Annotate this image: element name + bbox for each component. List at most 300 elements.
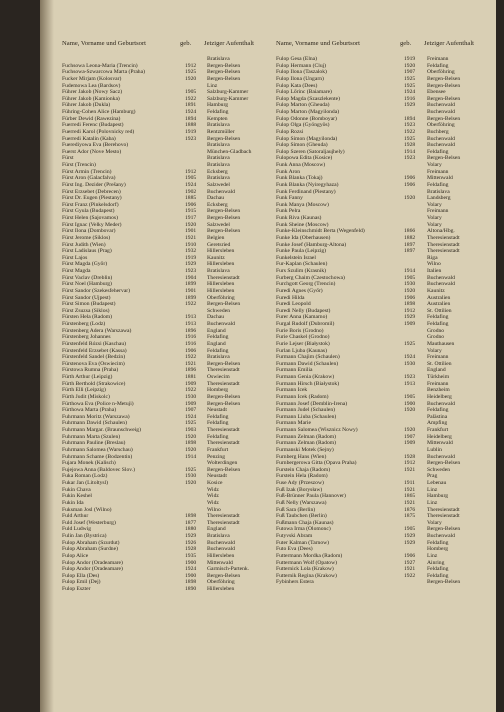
entry-location: England <box>207 327 226 334</box>
entry-location: Bergen-Belsen <box>207 393 241 400</box>
entry-name: Fujejowa Anna (Baldovec Slov.) <box>62 466 135 473</box>
entry-row <box>276 367 490 374</box>
entry-row <box>276 447 490 454</box>
entry-name: Fürst Zsuzsa (Siklos) <box>62 307 110 314</box>
entry-row <box>276 573 490 580</box>
entry-location: Feldafing <box>427 314 449 321</box>
entry-location: Theresienstadt <box>207 367 240 374</box>
entry-name: Fürstenfeld Erzsebet (Kassa) <box>62 347 127 354</box>
entry-location: Bergen-Belsen <box>207 572 241 579</box>
entry-location: Bratislava <box>427 188 450 195</box>
entry-name: Fürst Simon (Budapest) <box>62 301 116 308</box>
entry-location: Bratislava <box>207 175 230 182</box>
entry-row <box>62 301 270 308</box>
entry-name: Führer Jakob (Nowy Sacz) <box>62 89 123 96</box>
entry-birth-year: 1923 <box>185 135 197 142</box>
entry-name: Furedi Hilda <box>276 294 305 301</box>
entry-location: Feldafing <box>427 566 449 573</box>
entry-birth-year: 1923 <box>185 268 197 274</box>
entry-row <box>276 513 490 520</box>
entry-row <box>62 129 270 136</box>
entry-name: Fulop Simon (Gheuda) <box>276 142 328 149</box>
entry-name: Fürstenberg (Lodz) <box>62 321 106 327</box>
entry-name: Fuerst Ador (Nove Mesto) <box>62 148 122 155</box>
entry-birth-year: 1927 <box>404 559 416 566</box>
entry-location: Schweden <box>207 307 230 314</box>
entry-name: Fuse Ady (Przeszow) <box>276 480 324 486</box>
entry-birth-year: 1914 <box>185 453 197 460</box>
entry-name: Furmann Icek <box>276 387 308 394</box>
entry-location: Bergen-Belsen <box>207 69 241 76</box>
entry-location: Feldafing <box>207 420 229 427</box>
entry-row <box>62 367 270 374</box>
entry-location: Bergen-Belsen <box>427 95 461 102</box>
entry-location: Bergen-Belsen <box>427 82 461 89</box>
entry-name: Fürst Lajos <box>62 254 88 261</box>
entry-name: Fuß Izak (Borysław) <box>276 486 323 493</box>
entry-location: Mittenwald <box>427 175 453 182</box>
entry-row <box>276 321 490 328</box>
entry-location: Lublin <box>427 446 442 453</box>
entry-birth-year: 1894 <box>185 115 197 122</box>
entry-location: Volary <box>427 221 442 228</box>
entry-location: Bergen-Belsen <box>207 215 241 221</box>
entry-location: Theresienstadt <box>207 513 240 520</box>
entry-row <box>62 328 270 335</box>
entry-name: Fulop Marton (Magyilonda) <box>276 109 340 115</box>
entry-birth-year: 1916 <box>404 95 416 102</box>
entry-row <box>62 208 270 215</box>
entry-name: Fulop Gesa (Elna) <box>276 56 318 62</box>
entry-location: England <box>427 367 446 374</box>
entry-location: Volary <box>427 347 442 354</box>
entry-location: Buchenwald <box>207 321 235 327</box>
entry-location: Freimann <box>427 354 449 361</box>
entry-location: Heidelberg <box>427 433 452 440</box>
entry-location: Ecksberg <box>207 201 228 208</box>
entry-location: Benzheim <box>427 387 450 394</box>
entry-row <box>62 288 270 295</box>
entry-location: Mauthausen <box>427 340 455 347</box>
entry-row <box>276 354 490 361</box>
entry-row <box>276 89 490 96</box>
entry-name: Fürthowa Marta (Praha) <box>62 407 117 414</box>
entry-birth-year: 1924 <box>404 89 416 96</box>
entry-birth-year: 1898 <box>185 440 197 447</box>
entry-name: Furchgott Georg (Trencin) <box>276 281 336 288</box>
entry-row <box>276 208 490 215</box>
entry-location: Oberföhring <box>207 579 235 586</box>
entry-location: Ecksberg <box>207 168 228 175</box>
right-entry-list <box>276 56 490 586</box>
entry-birth-year: 1913 <box>404 380 416 387</box>
entry-location: Linz <box>427 486 438 493</box>
entry-birth-year: 1921 <box>185 360 197 367</box>
entry-location: Volary <box>427 162 442 168</box>
entry-name: Fuerredi Katalin (Kaba) <box>62 135 116 142</box>
entry-birth-year: 1923 <box>404 122 416 129</box>
entry-location: Hillersleben <box>207 287 235 294</box>
entry-birth-year: 1906 <box>185 201 197 208</box>
entry-birth-year: 1919 <box>185 254 197 261</box>
entry-row <box>276 228 490 235</box>
entry-location: Freimann <box>427 56 449 62</box>
entry-birth-year: 1909 <box>404 321 416 327</box>
entry-name: Fürst Aron (Galacfalva) <box>62 175 116 182</box>
entry-birth-year: 1881 <box>185 374 197 380</box>
entry-birth-year: 1932 <box>185 248 197 255</box>
entry-name: Fulop Simon (Magyilonda) <box>276 135 338 142</box>
entry-birth-year: 1925 <box>404 135 416 142</box>
entry-name: Fürthowa Eva (Police n-Metuji) <box>62 400 134 407</box>
entry-birth-year: 1923 <box>404 155 416 162</box>
entry-birth-year: 1920 <box>185 446 197 453</box>
register-page <box>40 0 496 712</box>
entry-location: Homberg <box>207 387 229 394</box>
entry-row <box>62 155 270 162</box>
entry-row <box>62 407 270 414</box>
entry-birth-year: 1913 <box>185 314 197 321</box>
entry-row <box>62 473 270 480</box>
entry-birth-year: 1912 <box>185 62 197 69</box>
entry-birth-year: 1920 <box>185 75 197 82</box>
entry-row <box>62 586 270 593</box>
entry-location: Bratislava <box>207 354 230 361</box>
entry-name: Fürstenberg Adera (Warszawa) <box>62 327 132 334</box>
entry-location: England <box>207 526 226 533</box>
entry-birth-year: 1920 <box>404 195 416 202</box>
entry-name: Fulop Andor (Oradeamare) <box>62 566 123 573</box>
entry-row <box>62 261 270 268</box>
entry-birth-year: 1922 <box>185 301 197 308</box>
entry-birth-year: 1920 <box>185 433 197 440</box>
entry-row <box>276 281 490 288</box>
entry-name: Führing-Cohen Alice (Hamburg) <box>62 109 136 115</box>
entry-location: Buchenwald <box>207 539 235 546</box>
entry-location: Widz <box>207 486 219 493</box>
entry-birth-year: 1921 <box>404 466 416 473</box>
entry-row <box>276 202 490 209</box>
entry-location: Wilno <box>427 261 441 268</box>
entry-location: Neustadt <box>207 407 227 414</box>
entry-name: Futtermann Wolf (Opatow) <box>276 559 337 566</box>
entry-location: Kaunitz <box>207 254 225 261</box>
entry-name: Furmanski Motek (Sejny) <box>276 446 334 453</box>
entry-row <box>62 480 270 487</box>
entry-name: Fulop Olga (Gyöngyös) <box>276 122 330 129</box>
entry-location: Ainring <box>427 559 445 566</box>
entry-row <box>62 182 270 189</box>
entry-name: Futer Kalman (Tarnow) <box>276 539 330 546</box>
entry-name: Fulop Rozsi <box>276 128 304 135</box>
entry-row <box>276 546 490 553</box>
entry-birth-year: 1929 <box>404 539 416 546</box>
entry-location: Bergen-Belsen <box>427 579 461 586</box>
entry-birth-year: 1922 <box>185 95 197 102</box>
entry-row <box>276 334 490 341</box>
entry-birth-year: 1891 <box>185 102 197 109</box>
entry-row <box>276 361 490 368</box>
entry-location: Bratislava <box>207 155 230 162</box>
entry-birth-year: 1929 <box>404 533 416 539</box>
entry-location: Bratislava <box>207 268 230 274</box>
entry-birth-year: 1930 <box>185 393 197 400</box>
entry-name: Fürber Dewid (Rawezina) <box>62 115 121 122</box>
entry-name: Furmann Salomea (Wisznicz Nowy) <box>276 427 358 433</box>
entry-name: Fürth Arthur (Leipzig) <box>62 374 113 380</box>
entry-birth-year: 1912 <box>404 307 416 314</box>
entry-name: Furmann Liuba (Schaulen) <box>276 413 337 420</box>
column-header-name: Name, Vorname und Geburtsort <box>276 40 360 47</box>
entry-location: Bratislava <box>207 162 230 168</box>
entry-birth-year: 1921 <box>185 234 197 241</box>
entry-row <box>276 175 490 182</box>
entry-location: Feldafing <box>207 347 229 354</box>
entry-row <box>62 394 270 401</box>
entry-location: Hillersleben <box>207 248 235 255</box>
entry-birth-year: 1896 <box>185 327 197 334</box>
entry-name: Furnberg Hans (Wien) <box>276 453 327 460</box>
entry-birth-year: 1885 <box>185 195 197 202</box>
entry-location: Hillersleben <box>207 281 235 288</box>
entry-name: Fuhrmann Salomea (Warschau) <box>62 446 133 453</box>
entry-birth-year: 1929 <box>404 102 416 109</box>
entry-birth-year: 1914 <box>404 148 416 155</box>
entry-location: Feldafing <box>427 539 449 546</box>
entry-birth-year: 1906 <box>185 347 197 354</box>
entry-birth-year: 1904 <box>185 274 197 281</box>
entry-location: Ebensee <box>427 89 446 96</box>
entry-location: Bergen-Belsen <box>427 115 461 122</box>
entry-name: Fürst Sandor (Szekesfehervar) <box>62 287 131 294</box>
entry-location: Buchberg <box>427 128 449 135</box>
entry-location: Buchenwald <box>427 533 455 539</box>
entry-birth-year: 1922 <box>404 572 416 579</box>
entry-birth-year: 1921 <box>404 499 416 506</box>
entry-birth-year: 1929 <box>185 533 197 539</box>
left-entry-list <box>62 56 270 593</box>
entry-row <box>276 268 490 275</box>
entry-row <box>276 295 490 302</box>
entry-name: Fulop Eszter <box>62 586 91 592</box>
entry-name: Fulop Emil (Dej) <box>62 579 101 586</box>
entry-location: Buchenwald <box>427 102 455 109</box>
entry-location: Bratislava <box>207 122 230 129</box>
entry-name: Fuchsowa-Szwarcowa Marta (Praha) <box>62 69 145 76</box>
entry-location: Wilno <box>207 506 221 513</box>
column-header-place: Jetziger Aufenthalt <box>424 40 474 47</box>
entry-birth-year: 1898 <box>185 513 197 520</box>
entry-birth-year: 1920 <box>404 287 416 294</box>
entry-name: Futternik Regina (Krakow) <box>276 572 337 579</box>
entry-name: Fürst (Trencin) <box>62 162 96 168</box>
entry-name: Funk Blanka (Nyiregyhaza) <box>276 181 339 188</box>
entry-row <box>62 268 270 275</box>
entry-name: Furmann Emilia <box>276 367 313 374</box>
entry-row <box>62 175 270 182</box>
entry-birth-year: 1905 <box>185 89 197 96</box>
entry-location: Feldafing <box>207 109 229 115</box>
entry-name: Fulop Ilona (Ungarn) <box>276 75 324 82</box>
entry-row <box>62 149 270 156</box>
entry-location: Theresienstadt <box>207 380 240 387</box>
entry-row <box>276 427 490 434</box>
entry-birth-year: 1877 <box>185 519 197 526</box>
entry-row <box>276 526 490 533</box>
column-header-year: geb. <box>180 40 192 47</box>
entry-name: Furnbergerowa Gitta (Opava Praha) <box>276 460 357 467</box>
entry-location: Dachau <box>207 195 225 202</box>
entry-name: Fukin Keshel <box>62 493 92 500</box>
entry-location: Landsberg <box>427 195 451 202</box>
entry-row <box>62 440 270 447</box>
entry-name: Fulin Jan (Bystrica) <box>62 533 107 539</box>
entry-location: Wolterdingen <box>207 460 238 467</box>
entry-birth-year: 1905 <box>404 393 416 400</box>
entry-location: Bergen-Belsen <box>427 526 461 533</box>
entry-location: Ampfing <box>427 420 448 427</box>
entry-name: Fürth Berthold (Strakowice) <box>62 380 126 387</box>
entry-location: Linz <box>207 82 218 89</box>
entry-birth-year: 1925 <box>404 75 416 82</box>
entry-name: Funk Ferdinand (Piestany) <box>276 188 336 195</box>
entry-location: Salzburg-Kammer <box>207 95 249 102</box>
entry-name: Furmann Josef (Demblin-Irena) <box>276 400 348 407</box>
entry-birth-year: 1901 <box>185 228 197 235</box>
entry-row <box>62 314 270 321</box>
entry-name: Furie Boris (Grodno) <box>276 327 324 334</box>
entry-location: Theresienstadt <box>207 519 240 526</box>
entry-birth-year: 1924 <box>185 181 197 188</box>
entry-name: Fuld Arthur <box>62 513 89 520</box>
entry-row <box>276 341 490 348</box>
entry-location: Belgien <box>207 234 225 241</box>
entry-birth-year: 1909 <box>185 400 197 407</box>
entry-name: Fürst Vaclav (Dreblin) <box>62 274 113 281</box>
entry-birth-year: 1928 <box>404 453 416 460</box>
entry-name: Furs Szulim (Krasnik) <box>276 268 327 274</box>
entry-row <box>62 195 270 202</box>
entry-row <box>62 526 270 533</box>
entry-row <box>276 440 490 447</box>
entry-birth-year: 1888 <box>185 122 197 129</box>
entry-row <box>276 261 490 268</box>
entry-location: Feldafing <box>207 433 229 440</box>
entry-birth-year: 1899 <box>185 294 197 301</box>
entry-row <box>276 480 490 487</box>
entry-location: Feldafing <box>207 334 229 341</box>
entry-name: Fuchsowa Leona-Maria (Trencin) <box>62 62 138 69</box>
entry-location: Bratislava <box>207 533 230 539</box>
entry-birth-year: 1921 <box>404 566 416 573</box>
entry-name: Fuksman Josl (Wilno) <box>62 506 112 513</box>
entry-name: Fürstenova Eva (Oswiecim) <box>62 360 125 367</box>
entry-birth-year: 1906 <box>404 181 416 188</box>
entry-location: Penzing <box>207 453 226 460</box>
entry-birth-year: 1880 <box>185 526 197 533</box>
entry-location: Bergen-Belsen <box>207 62 241 69</box>
entry-birth-year: 1920 <box>185 221 197 228</box>
entry-name: Futowa Irma (Olomonc) <box>276 526 331 533</box>
entry-location: Kempten <box>207 115 228 122</box>
column-header-name: Name, Vorname und Geburtsort <box>62 40 146 47</box>
entry-name: Furberg Chaim (Czestochowa) <box>276 274 345 281</box>
entry-name: Funke Josef (Hamburg-Altona) <box>276 241 347 248</box>
entry-birth-year: 1920 <box>185 480 197 486</box>
entry-location: St. Ottilien <box>427 360 452 367</box>
entry-name: Furie Lejser (Białystok) <box>276 340 330 347</box>
entry-birth-year: 1913 <box>185 321 197 327</box>
entry-name: Fuhrmann Marta (Szulen) <box>62 433 121 440</box>
entry-location: Buchenwald <box>427 142 455 149</box>
entry-row <box>276 407 490 414</box>
entry-row <box>276 76 490 83</box>
entry-name: Fürst Jerome (Siklos) <box>62 234 111 241</box>
entry-birth-year: 1906 <box>404 175 416 182</box>
entry-row <box>276 374 490 381</box>
entry-location: St. Ottilien <box>427 307 452 314</box>
entry-row <box>62 507 270 514</box>
entry-location: Bergen-Belsen <box>427 155 461 162</box>
entry-name: Furmann Chajim (Schaulen) <box>276 354 340 361</box>
entry-row <box>276 142 490 149</box>
entry-name: Fuhrmann Moritz (Warszawa) <box>62 413 130 420</box>
entry-row <box>276 122 490 129</box>
entry-location: Feldafing <box>427 148 449 155</box>
entry-name: Fucker Mirjam (Kolosvar) <box>62 75 122 82</box>
entry-row <box>276 109 490 116</box>
entry-row <box>62 321 270 328</box>
entry-birth-year: 1924 <box>185 413 197 420</box>
entry-birth-year: 1916 <box>185 340 197 347</box>
entry-birth-year: 1919 <box>185 128 197 135</box>
entry-row <box>62 215 270 222</box>
entry-location: Bergen-Belsen <box>207 400 241 407</box>
entry-name: Furlan Ljuba (Kaunas) <box>276 347 327 354</box>
entry-row <box>62 387 270 394</box>
page-gutter-shadow <box>40 0 54 712</box>
entry-birth-year: 1906 <box>404 294 416 301</box>
entry-name: Fuerediyowa Eva (Berehovo) <box>62 142 129 149</box>
entry-row <box>62 520 270 527</box>
entry-row <box>276 566 490 573</box>
entry-name: Fußmann Chaja (Kaunas) <box>276 519 334 526</box>
entry-location: Salzburg-Kammer <box>207 89 249 96</box>
entry-location: Volary <box>427 201 442 208</box>
entry-location: Freimann <box>427 208 449 215</box>
entry-name: Fürst Ladislaus (Prag) <box>62 248 112 255</box>
entry-birth-year: 1923 <box>404 374 416 380</box>
entry-birth-year: 1903 <box>185 427 197 433</box>
entry-birth-year: 1915 <box>185 208 197 215</box>
entry-birth-year: 1901 <box>185 287 197 294</box>
entry-location: Buchenwald <box>427 453 455 460</box>
entry-name: Fürst Ing. Dezider (Prešany) <box>62 181 126 188</box>
entry-location: Mittenwald <box>207 559 233 566</box>
entry-name: Fujara Monek (Kalisch) <box>62 460 116 467</box>
entry-location: Prag <box>427 473 438 480</box>
entry-name: Furmann Marie <box>276 420 311 427</box>
entry-row <box>276 248 490 255</box>
entry-row <box>62 546 270 553</box>
entry-birth-year: 1929 <box>404 314 416 321</box>
entry-location: Buchenwald <box>427 135 455 142</box>
entry-birth-year: 1900 <box>185 559 197 566</box>
entry-birth-year: 1920 <box>404 62 416 69</box>
entry-location: Freimann <box>427 168 449 175</box>
entry-row <box>62 420 270 427</box>
entry-location: Hamburg <box>427 493 449 500</box>
